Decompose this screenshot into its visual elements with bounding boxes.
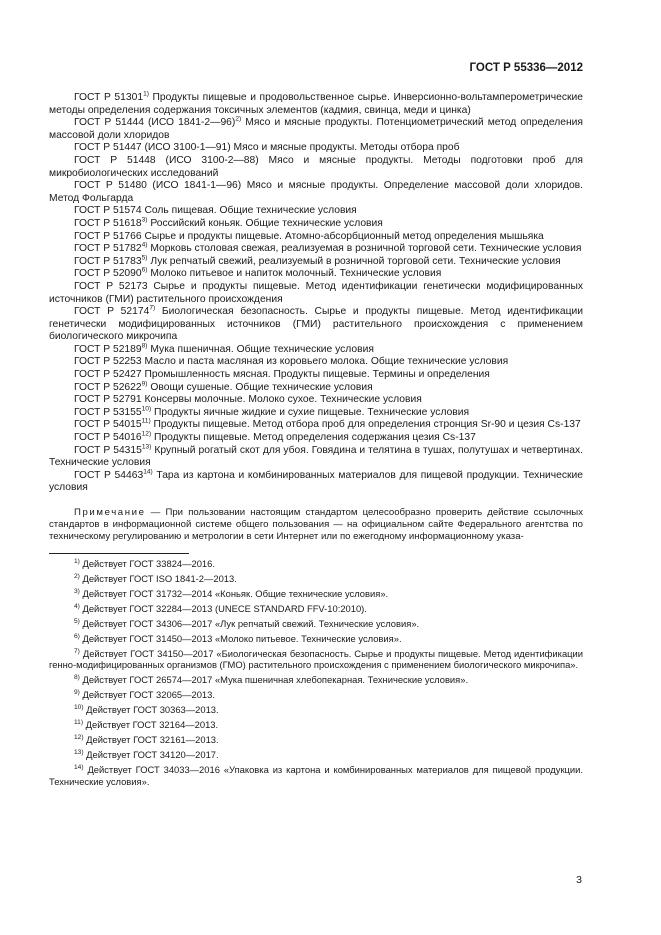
reference-title: Мясо и мясные продукты. Определение массовой доли хлоридов. Метод Фольгарда (49, 180, 584, 204)
reference-code: ГОСТ Р 52173 (74, 280, 148, 292)
reference-code: ГОСТ Р 52253 (74, 356, 142, 368)
reference-title: Мясо и мясные продукты. Потенциометрический метод определения массовой доли хлоридов (49, 117, 583, 141)
reference-item (49, 394, 583, 407)
footnote-number: 6) (74, 633, 80, 641)
footnote-marker: 3) (141, 216, 148, 224)
reference-code: ГОСТ Р 51448 (ИСО 3100-2—88) (74, 154, 259, 166)
footnote-text: Действует ГОСТ 34120—2017. (83, 749, 219, 761)
footnote-text: Действует ГОСТ 31732—2014 «Коньяк. Общие технические условия». (79, 588, 389, 600)
footnote-number: 11) (74, 719, 84, 727)
footnote-number: 14) (74, 764, 84, 772)
footnote-marker: 13) (141, 443, 152, 451)
reference-title: Сырье и продукты пищевые. Атомно-абсорбционный метод определения мышьяка (141, 230, 544, 242)
document-body (49, 92, 583, 787)
reference-title: Крупный рогатый скот для убоя. Говядина и телятина в тушах, полутушах и четвертинах. Технические условия (49, 444, 583, 469)
reference-item (49, 218, 583, 231)
reference-item (49, 205, 583, 218)
footnote-item (49, 558, 583, 569)
footnote-item (49, 674, 583, 685)
footnote-text: Действует ГОСТ 32065—2013. (79, 689, 215, 701)
reference-item (49, 268, 583, 281)
footnote-item (49, 764, 583, 786)
footnote-number: 13) (74, 749, 84, 757)
footnote-item (49, 689, 583, 700)
reference-code: ГОСТ Р 54015 (74, 419, 142, 431)
reference-title: Морковь столовая свежая, реализуемая в розничной торговой сети. Технические условия (147, 243, 582, 255)
reference-title: Промышленность мясная. Продукты пищевые. Термины и определения (141, 369, 490, 381)
footnote-marker: 6) (141, 266, 148, 274)
footnote-number: 5) (74, 618, 80, 626)
footnote-number: 9) (74, 689, 80, 697)
reference-code: ГОСТ Р 52090 (74, 268, 142, 280)
page-number: 3 (576, 874, 582, 886)
footnote-text: Действует ГОСТ 26574—2017 «Мука пшеничная хлебопекарная. Технические условия». (79, 674, 469, 686)
footnote-marker: 8) (141, 342, 148, 350)
footnote-number: 12) (74, 734, 84, 742)
reference-item (49, 344, 583, 357)
footnote-text: Действует ГОСТ 32284—2013 (UNECE STANDARD FFV-10:2010). (79, 603, 367, 615)
reference-title: Продукты пищевые. Метод отбора проб для определения стронция Sr-90 и цезия Cs-137 (150, 419, 581, 431)
footnote-item (49, 734, 583, 745)
reference-item (49, 155, 583, 180)
footnote-item (49, 719, 583, 730)
reference-title: Овощи сушеные. Общие технические условия (147, 381, 373, 393)
reference-item (49, 231, 583, 244)
reference-title: Продукты пищевые и продовольственное сырье. Инверсионно-вольтамперометрические методы определения содержания токсичных элементов (кадмия, свинца, меди и цинка) (49, 92, 583, 116)
reference-item (49, 243, 583, 256)
footnote-marker: 10) (141, 405, 152, 413)
reference-code: ГОСТ Р 51618 (74, 217, 142, 229)
footnote-item (49, 603, 583, 614)
reference-item (49, 419, 583, 432)
normative-references-list (49, 92, 583, 495)
reference-item (49, 281, 583, 306)
footnote-marker: 7) (149, 304, 156, 312)
reference-item (49, 407, 583, 420)
reference-title: Масло и паста масляная из коровьего молока. Общие технические условия (141, 356, 509, 368)
reference-title: Биологическая безопасность. Сырье и продукты пищевые. Метод идентификации генетически модифицированных источников (ГМИ) растительного происхождения с применением биологического микрочипа (49, 306, 583, 343)
reference-code: ГОСТ Р 51444 (ИСО 1841-2—96) (74, 117, 236, 129)
footnote-item (49, 749, 583, 760)
note-text: — При пользовании настоящим стандартом целесообразно проверить действие ссылочных стандартов в информационной системе общего пользования — на официальном сайте Федерального агентства по техническому регулированию и метрологии в сети Интернет или по ежегодному информационному указа- (49, 507, 583, 542)
footnote-marker: 12) (141, 430, 152, 438)
reference-item (49, 92, 583, 117)
reference-item (49, 382, 583, 395)
reference-title: Молоко питьевое и напиток молочный. Технические условия (147, 268, 442, 280)
reference-code: ГОСТ Р 54463 (74, 469, 144, 481)
footnote-text: Действует ГОСТ 30363—2013. (83, 704, 219, 716)
reference-item (49, 432, 583, 445)
reference-title: Мясо и мясные продукты. Методы подготовки проб для микробиологических исследований (49, 154, 583, 179)
reference-item (49, 256, 583, 269)
footnote-number: 4) (74, 603, 80, 611)
reference-code: ГОСТ Р 51782 (74, 243, 142, 255)
footnote-number: 2) (74, 573, 80, 581)
footnote-number: 3) (74, 588, 80, 596)
reference-code: ГОСТ Р 52622 (74, 381, 142, 393)
reference-code: ГОСТ Р 51574 (74, 205, 142, 217)
reference-item (49, 369, 583, 382)
reference-title: Сырье и продукты пищевые. Метод идентификации генетически модифицированных источников (ГМИ) растительного происхождения (49, 280, 583, 305)
reference-title: Продукты яичные жидкие и сухие пищевые. Технические условия (151, 406, 470, 418)
note-label: Примечание (74, 507, 146, 518)
footnote-marker: 9) (141, 380, 148, 388)
reference-title: Соль пищевая. Общие технические условия (141, 205, 357, 217)
note-paragraph (49, 507, 583, 542)
reference-code: ГОСТ Р 51301 (74, 92, 144, 103)
reference-item (49, 356, 583, 369)
footnote-number: 8) (74, 674, 80, 682)
reference-item (49, 180, 583, 205)
footnote-item (49, 633, 583, 644)
reference-title: Лук репчатый свежий, реализуемый в розничной торговой сети. Технические условия (147, 255, 561, 267)
footnotes-list (49, 558, 583, 787)
reference-code: ГОСТ Р 54315 (74, 444, 142, 456)
footnote-marker: 11) (141, 418, 151, 426)
footnote-number: 7) (74, 648, 80, 656)
reference-item (49, 445, 583, 470)
footnote-text: Действует ГОСТ ISO 1841-2—2013. (79, 573, 237, 585)
reference-title: Консервы молочные. Молоко сухое. Технические условия (141, 394, 422, 406)
footnote-divider (49, 553, 189, 554)
reference-code: ГОСТ Р 51766 (74, 230, 142, 242)
footnote-item (49, 704, 583, 715)
reference-code: ГОСТ Р 52427 (74, 369, 142, 381)
reference-item (49, 117, 583, 142)
footnote-text: Действует ГОСТ 34306—2017 «Лук репчатый свежий. Технические условия». (79, 618, 420, 630)
reference-title: Российский коньяк. Общие технические условия (147, 217, 383, 229)
reference-item (49, 306, 583, 344)
footnote-marker: 4) (141, 241, 148, 249)
footnote-item (49, 573, 583, 584)
footnote-text: Действует ГОСТ 34150—2017 «Биологическая безопасность. Сырье и продукты пищевые. Метод идентификации генно-модифицированных организмов (ГМО) растительного происхождения с применением биологического микрочипа». (49, 648, 583, 671)
footnote-text: Действует ГОСТ 31450—2013 «Молоко питьевое. Технические условия». (79, 633, 402, 645)
reference-title: Тара из картона и комбинированных материалов для пищевой продукции. Технические условия (49, 469, 583, 494)
reference-title: Мука пшеничная. Общие технические условия (147, 343, 374, 355)
footnote-marker: 2) (235, 115, 242, 123)
footnote-item (49, 618, 583, 629)
document-code-header: ГОСТ Р 55336—2012 (469, 62, 583, 74)
footnote-text: Действует ГОСТ 32164—2013. (83, 719, 219, 731)
reference-code: ГОСТ Р 52791 (74, 394, 142, 406)
footnote-text: Действует ГОСТ 34033—2016 «Упаковка из картона и комбинированных материалов для пищевой продукции. Технические условия». (49, 764, 583, 787)
footnote-marker: 5) (141, 254, 148, 262)
footnote-text: Действует ГОСТ 32161—2013. (83, 734, 219, 746)
footnote-item (49, 648, 583, 670)
reference-code: ГОСТ Р 52189 (74, 343, 142, 355)
reference-title: Мясо и мясные продукты. Методы отбора проб (230, 142, 460, 154)
reference-title: Продукты пищевые. Метод определения содержания цезия Cs-137 (151, 432, 476, 444)
reference-code: ГОСТ Р 51480 (ИСО 1841-1—96) (74, 180, 242, 192)
reference-code: ГОСТ Р 52174 (74, 306, 150, 318)
reference-code: ГОСТ Р 54016 (74, 432, 142, 444)
footnote-marker: 1) (143, 90, 149, 98)
footnote-number: 1) (74, 558, 80, 566)
reference-item (49, 470, 583, 495)
reference-code: ГОСТ Р 53155 (74, 406, 142, 418)
footnote-marker: 14) (143, 468, 153, 476)
reference-item (49, 142, 583, 155)
footnote-item (49, 588, 583, 599)
reference-code: ГОСТ Р 51783 (74, 255, 142, 267)
footnote-text: Действует ГОСТ 33824—2016. (79, 558, 215, 570)
reference-code: ГОСТ Р 51447 (ИСО 3100-1—91) (74, 142, 231, 154)
footnote-number: 10) (74, 704, 84, 712)
